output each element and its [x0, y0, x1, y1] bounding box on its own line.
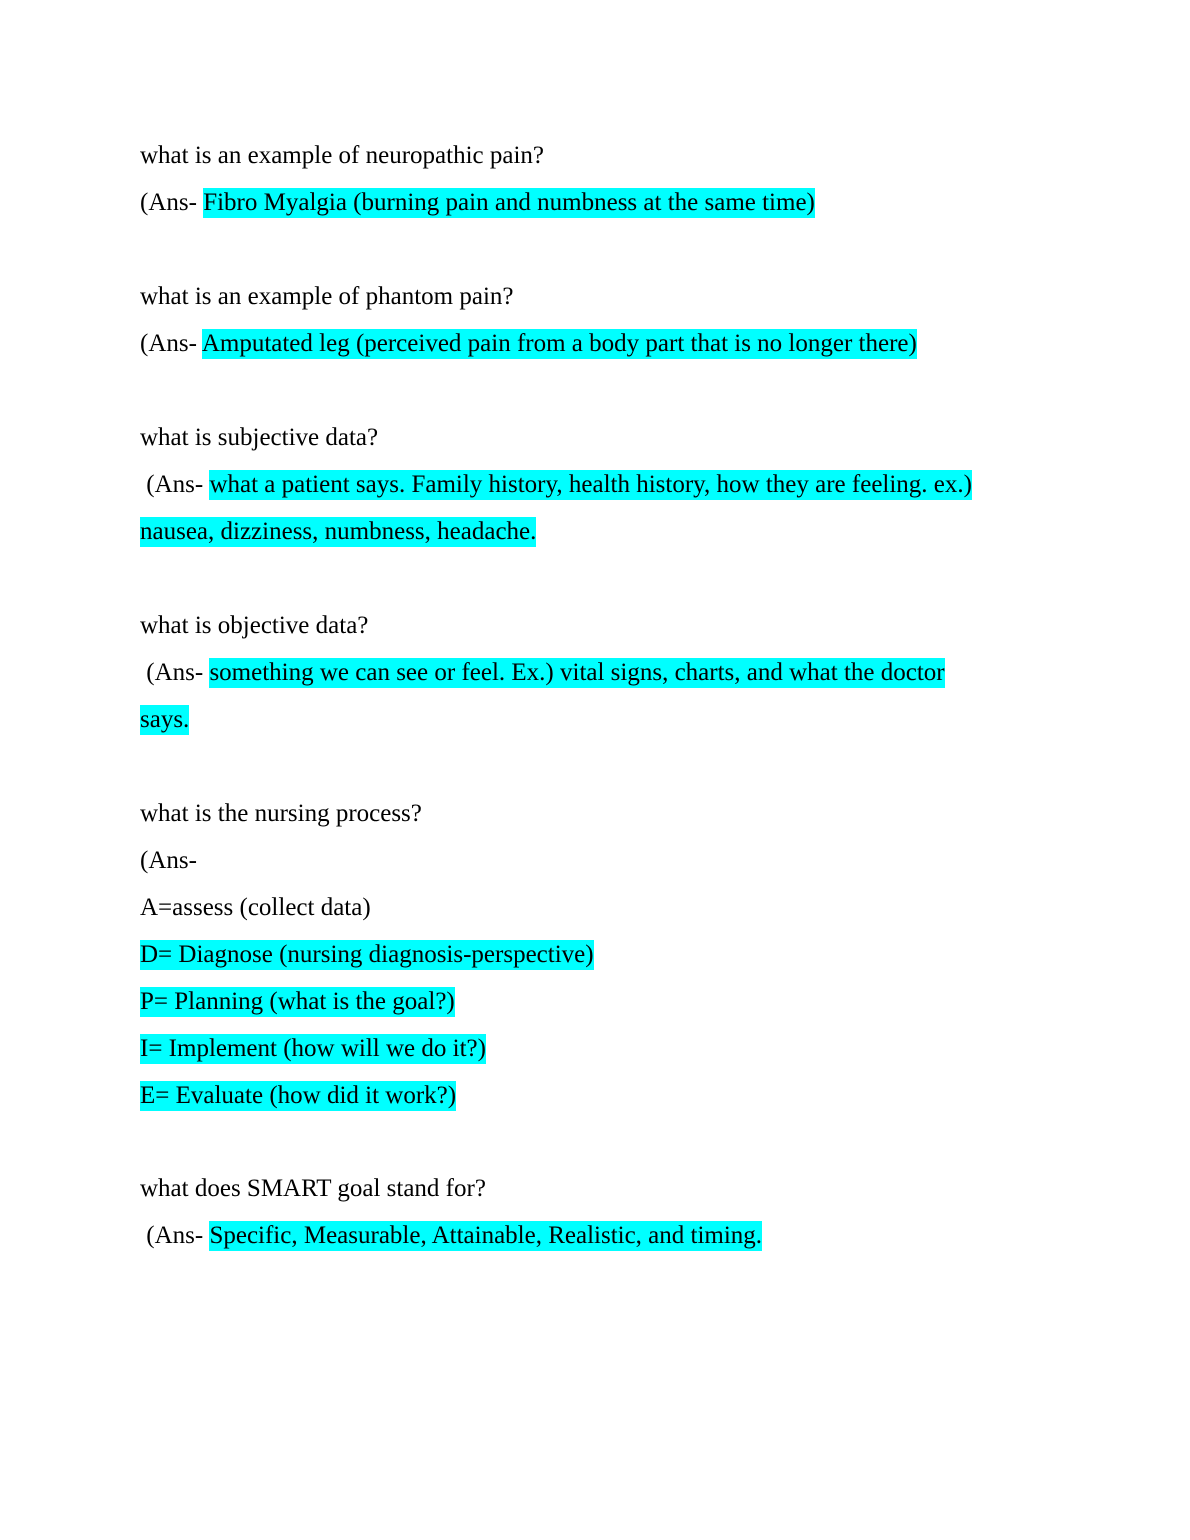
answer-smart-goal	[140, 1220, 762, 1251]
answer-subjective-data-line2	[140, 516, 536, 547]
answer-subjective-data-line1	[140, 469, 972, 500]
question-nursing-process: what is the nursing process?	[140, 800, 422, 827]
answer-objective-data-line1	[140, 657, 945, 688]
nursing-step-implement	[140, 1033, 486, 1064]
question-neuropathic-pain: what is an example of neuropathic pain?	[140, 142, 545, 169]
highlighted-answer: P= Planning (what is the goal?)	[140, 988, 455, 1015]
highlighted-answer: what a patient says. Family history, health history, how they are feeling. ex.)	[209, 471, 972, 498]
highlighted-answer: E= Evaluate (how did it work?)	[140, 1082, 457, 1109]
answer-prefix: (Ans-	[140, 1222, 210, 1249]
highlighted-answer: Specific, Measurable, Attainable, Realistic, and timing.	[209, 1222, 763, 1249]
answer-neuropathic-pain	[140, 187, 815, 218]
highlighted-answer: nausea, dizziness, numbness, headache.	[140, 518, 537, 545]
highlighted-answer: Fibro Myalgia (burning pain and numbness at the same time)	[203, 189, 815, 216]
highlighted-answer: says.	[140, 706, 190, 733]
question-objective-data: what is objective data?	[140, 612, 369, 639]
highlighted-answer: something we can see or feel. Ex.) vital signs, charts, and what the doctor	[209, 659, 945, 686]
question-smart-goal: what does SMART goal stand for?	[140, 1175, 486, 1202]
answer-prefix: (Ans-	[140, 471, 210, 498]
answer-phantom-pain	[140, 328, 917, 359]
nursing-step-assess: A=assess (collect data)	[140, 894, 371, 921]
nursing-step-planning	[140, 986, 455, 1017]
nursing-step-evaluate	[140, 1080, 456, 1111]
answer-prefix: (Ans-	[140, 847, 197, 874]
highlighted-answer: Amputated leg (perceived pain from a body part that is no longer there)	[201, 330, 917, 357]
highlighted-answer: D= Diagnose (nursing diagnosis-perspective)	[140, 941, 594, 968]
answer-prefix: (Ans-	[140, 330, 202, 357]
question-subjective-data: what is subjective data?	[140, 424, 379, 451]
highlighted-answer: I= Implement (how will we do it?)	[140, 1035, 486, 1062]
answer-objective-data-line2	[140, 704, 189, 735]
answer-prefix: (Ans-	[140, 189, 204, 216]
nursing-step-diagnose	[140, 939, 594, 970]
answer-prefix: (Ans-	[140, 659, 210, 686]
question-phantom-pain: what is an example of phantom pain?	[140, 283, 514, 310]
